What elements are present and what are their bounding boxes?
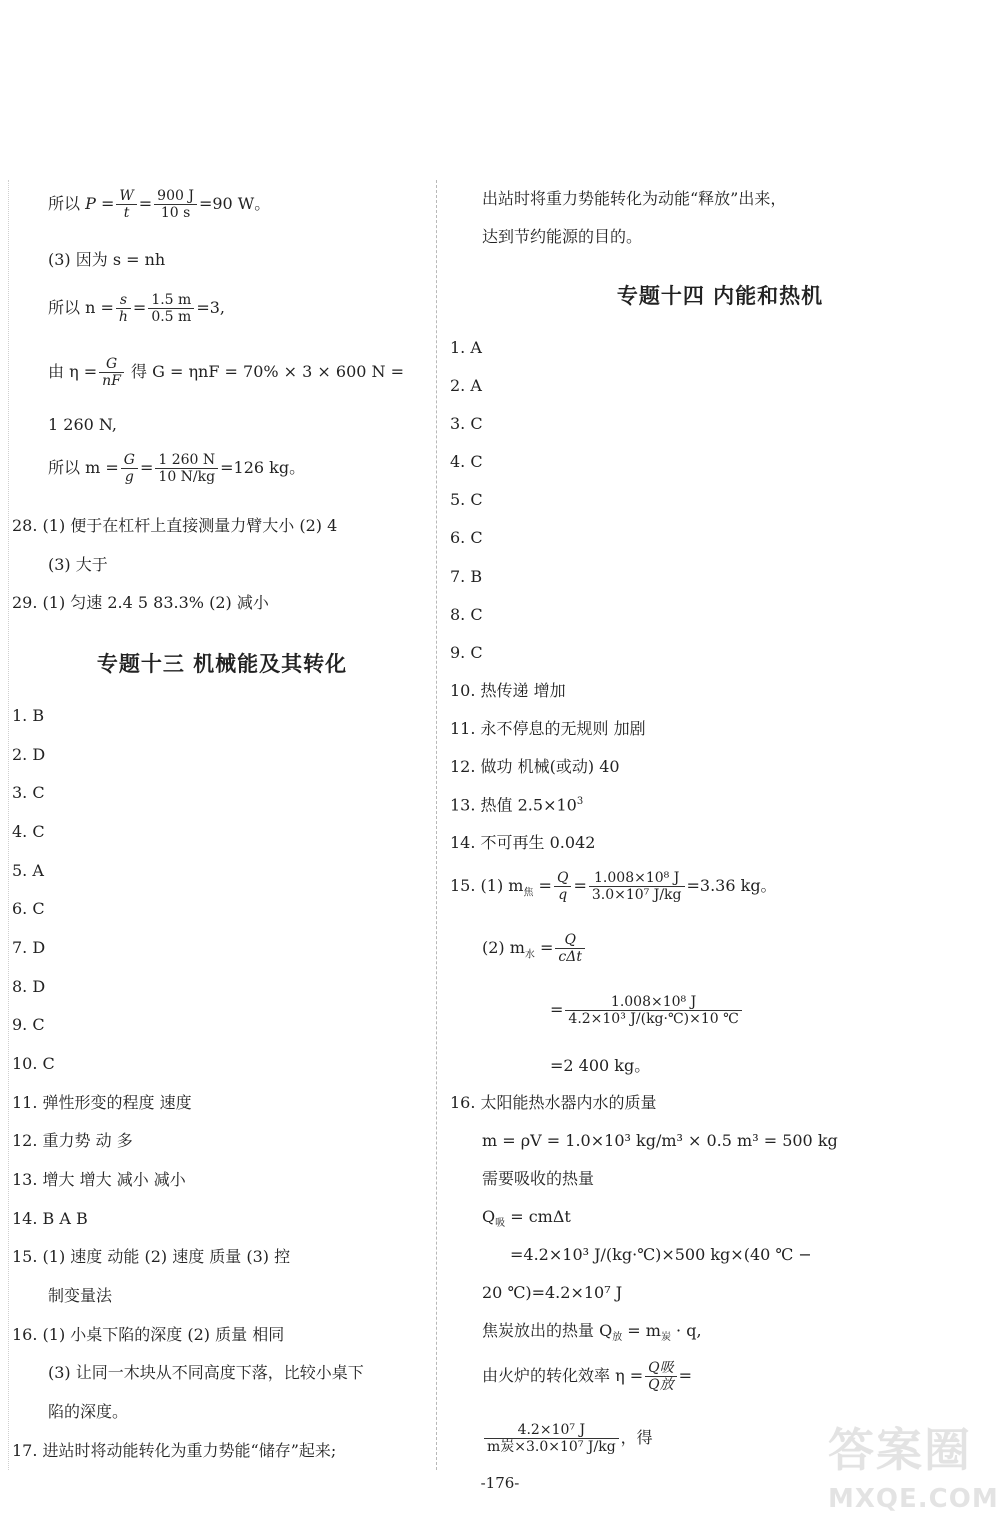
watermark-url: MXQE.COM (828, 1484, 999, 1514)
answer-item: 5. A (12, 861, 44, 880)
answer-item: 2. D (12, 745, 46, 764)
line-n: 所以 n = $\frac{s}{h}$ = $\frac{1.5 m}{0.5 m}$ =3, (48, 292, 225, 326)
answer-item: 2. A (450, 376, 482, 395)
line: (3) 让同一木块从不同高度下落，比较小桌下 (48, 1363, 364, 1382)
line: 制变量法 (48, 1286, 113, 1305)
answer-16: 16. 太阳能热水器内水的质量 (450, 1093, 657, 1112)
watermark-text: 答案圈 (828, 1423, 972, 1477)
fraction: $\frac{\text{1.008×10⁸ J}}{\text{4.2×10³ J/(kg·℃)×10 ℃}}$ (565, 994, 741, 1027)
answer-item: 10. C (12, 1054, 55, 1073)
line-eta: 由 η = $\frac{G}{nF}$ 得 G = ηnF = 70% × 3 × 600 N = (48, 356, 405, 390)
line-efficiency: 由火炉的转化效率 η = $\frac{\text{Q吸}}{\text{Q放}}$ = (482, 1360, 693, 1394)
line: 达到节约能源的目的。 (482, 227, 643, 246)
fraction: $\frac{\text{Q吸}}{\text{Q放}}$ (645, 1360, 676, 1393)
answer-item: 8. D (12, 977, 46, 996)
fraction: $\frac{\text{4.2×10⁷ J}}{\text{m炭×3.0×10⁷ J/kg}}$ (484, 1422, 619, 1455)
answer-item: 5. C (450, 490, 483, 509)
fraction: $\frac{1 260 N}{10 N/kg}$ (155, 452, 218, 485)
answer-item: 3. C (12, 783, 45, 802)
answer-17: 17. 进站时将动能转化为重力势能“储存”起来; (12, 1441, 337, 1460)
line-final-fraction: $\frac{\text{4.2×10⁷ J}}{\text{m炭×3.0×10⁷ J/kg}}$ ，得 (482, 1422, 653, 1455)
answer-item: 6. C (450, 528, 483, 547)
answer-15: 15. (1) 速度 动能 (2) 速度 质量 (3) 控 (12, 1247, 291, 1266)
answer-item: 4. C (12, 822, 45, 841)
answer-item: 1. A (450, 338, 482, 357)
page-number: -176- (480, 1474, 520, 1492)
fraction: $\frac{G}{g}$ (121, 452, 138, 485)
line: 出站时将重力势能转化为动能“释放”出来， (482, 189, 787, 208)
answer-28: 28. (1) 便于在杠杆上直接测量力臂大小 (2) 4 (12, 516, 338, 535)
answer-15-part2: (2) $m_水$ = $\frac{Q}{\text{cΔt}}$ (482, 932, 587, 965)
answer-29: 29. (1) 匀速 2.4 5 83.3% (2) 减小 (12, 593, 269, 612)
answer-item: 4. C (450, 452, 483, 471)
line: (3) 因为 s = nh (48, 250, 166, 269)
fraction: $\frac{900 J}{10 s}$ (154, 188, 197, 221)
line-power: 所以 P = $\frac{W}{t}$ = $\frac{900 J}{10 s}$ =90 W。 (48, 188, 271, 222)
watermark-logo (812, 1414, 999, 1524)
fraction: $\frac{\text{1.008×10⁸ J}}{\text{3.0×10⁷ J/kg}}$ (589, 870, 685, 903)
fraction: $\frac{G}{nF}$ (99, 356, 124, 389)
answer-item: 11. 弹性形变的程度 速度 (12, 1093, 192, 1112)
line-q-absorb: $Q_吸 = cm\Delta t$ (482, 1207, 571, 1230)
answer-item: 11. 永不停息的无规则 加剧 (450, 719, 646, 738)
answer-item: 13. 增大 增大 减小 减小 (12, 1170, 186, 1189)
line: 1 260 N, (48, 415, 117, 434)
line: m = ρV = 1.0×10³ kg/m³ × 0.5 m³ = 500 kg (482, 1131, 838, 1150)
fraction: $\frac{1.5 m}{0.5 m}$ (148, 292, 194, 325)
answer-item: 9. C (450, 643, 483, 662)
line-mass: 所以 m = $\frac{G}{g}$ = $\frac{1 260 N}{10 N/kg}$ =126 kg。 (48, 452, 306, 486)
answer-13: 13. 热值 $2.5\times 10^3$ (450, 795, 584, 815)
column-divider (436, 180, 437, 1470)
line: =4.2×10³ J/(kg·℃)×500 kg×(40 ℃ − (510, 1245, 812, 1264)
line: (3) 大于 (48, 555, 108, 574)
line: 需要吸收的热量 (482, 1169, 595, 1188)
fraction: $\frac{W}{t}$ (116, 188, 136, 221)
answer-item: 9. C (12, 1015, 45, 1034)
answer-15-part1: 15. (1) $m_焦$ = $\frac{Q}{q}$ = $\frac{\text{1.008×10⁸ J}}{\text{3.0×10⁷ J/kg}}$ =3.36 kg。 (450, 870, 777, 904)
answer-16: 16. (1) 小桌下陷的深度 (2) 质量 相同 (12, 1325, 285, 1344)
answer-item: 8. C (450, 605, 483, 624)
answer-item: 14. B A B (12, 1209, 88, 1228)
answer-item: 12. 重力势 动 多 (12, 1131, 133, 1150)
answer-14: 14. 不可再生 0.042 (450, 833, 596, 852)
answer-item: 7. D (12, 938, 46, 957)
fraction: $\frac{Q}{q}$ (554, 870, 571, 903)
answer-15-part2-calc: = $\frac{\text{1.008×10⁸ J}}{\text{4.2×10³ J/(kg·℃)×10 ℃}}$ (550, 994, 744, 1027)
left-margin-line (8, 180, 9, 1470)
section-heading-14: 专题十四 内能和热机 (616, 284, 824, 308)
answer-item: 6. C (12, 899, 45, 918)
answer-item: 10. 热传递 增加 (450, 681, 566, 700)
line: 20 ℃)=4.2×10⁷ J (482, 1283, 623, 1302)
answer-item: 1. B (12, 706, 45, 725)
fraction: $\frac{Q}{\text{cΔt}}$ (555, 932, 585, 965)
line: =2 400 kg。 (550, 1056, 651, 1075)
section-heading-13: 专题十三 机械能及其转化 (96, 652, 348, 676)
line-q-release: 焦炭放出的热量 $Q_放 = m_炭 \cdot q$, (482, 1321, 702, 1344)
answer-item: 3. C (450, 414, 483, 433)
fraction: $\frac{s}{h}$ (116, 292, 131, 325)
line: 陷的深度。 (48, 1402, 129, 1421)
answer-item: 7. B (450, 567, 483, 586)
answer-item: 12. 做功 机械(或动) 40 (450, 757, 620, 776)
